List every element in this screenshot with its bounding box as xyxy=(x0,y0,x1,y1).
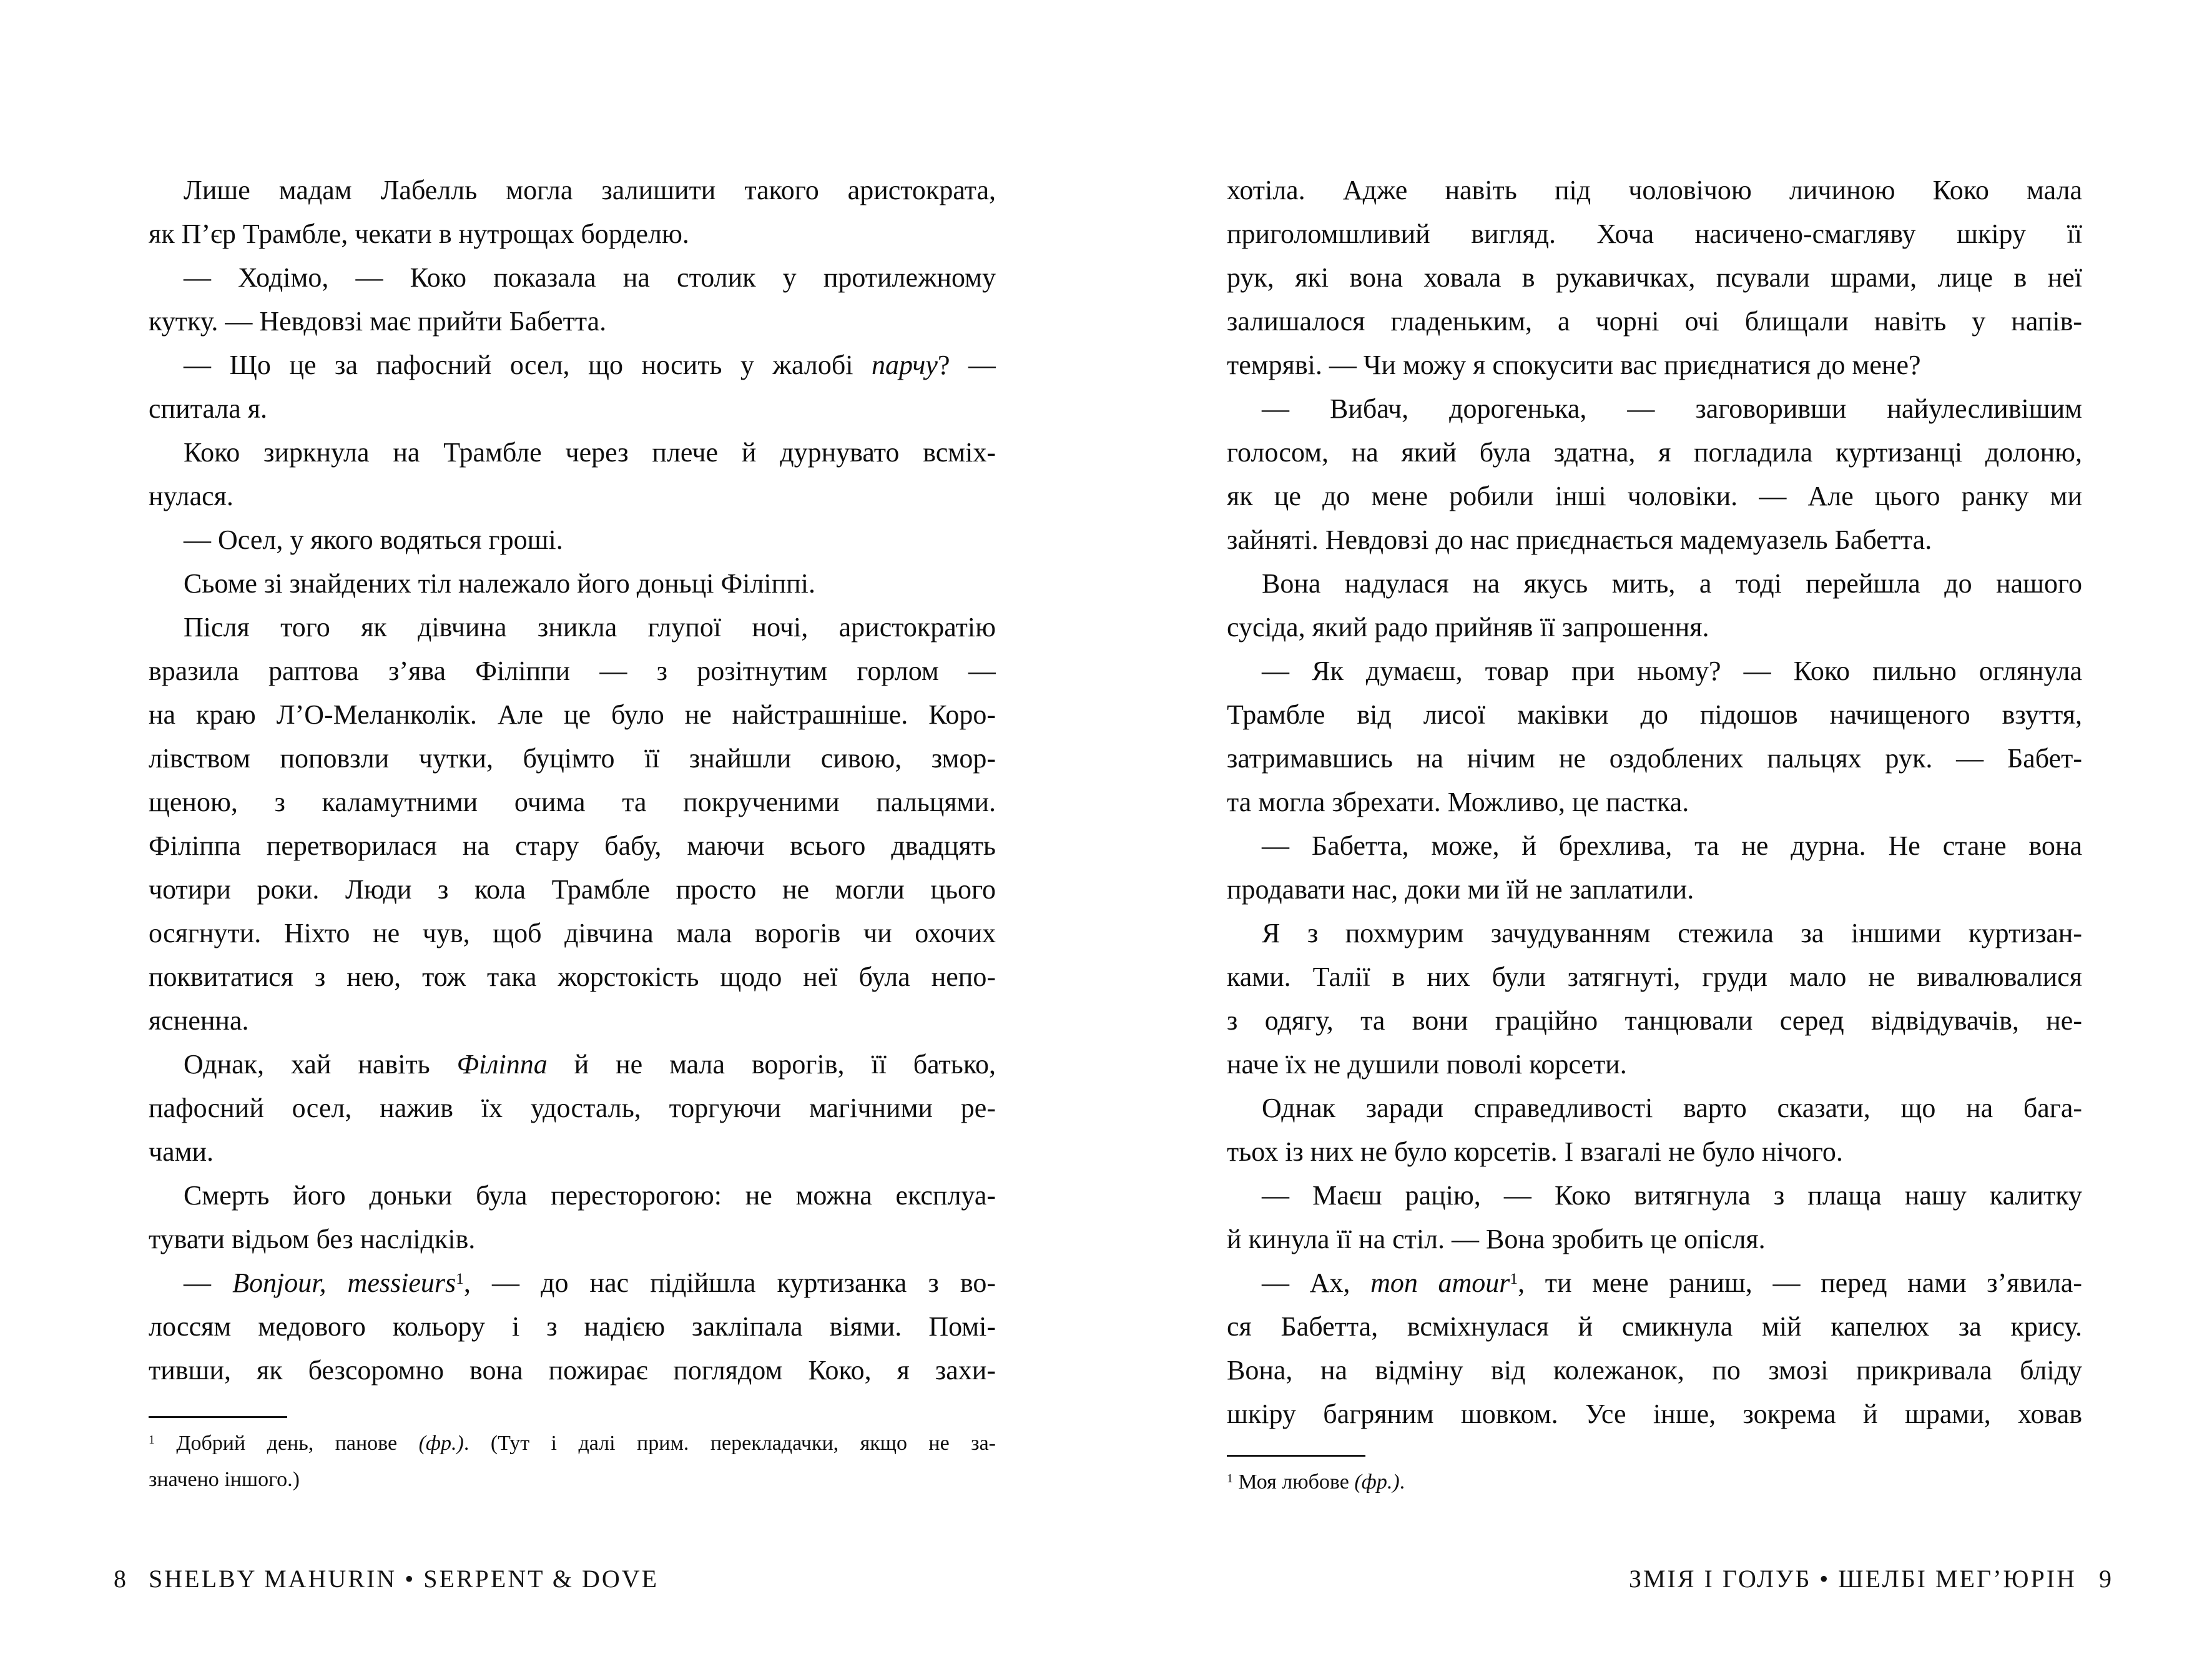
text-line: Вона, на відміну від колежанок, по змозі прикривала бліду xyxy=(1227,1355,2082,1386)
footnote-line: значено іншого.) xyxy=(149,1468,300,1491)
right-page-footer xyxy=(1629,1563,2111,1595)
text-line: хотіла. Адже навіть під чоловічою личиною Коко мала xyxy=(1227,175,2082,205)
text-line: Після того як дівчина зникла глупої ночі, аристократію xyxy=(184,612,996,642)
text-line: Однак, хай навіть Філіппа й не мала ворогів, її батько, xyxy=(184,1049,996,1080)
text-line: шкіру багряним шовком. Усе інше, зокрема й шрами, ховав xyxy=(1227,1399,2082,1429)
text-line: чотири роки. Люди з кола Трамбле просто не могли цього xyxy=(149,874,996,905)
text-line: та могла збрехати. Можливо, це пастка. xyxy=(1227,787,1689,817)
text-line: Філіппа перетворилася на стару бабу, маючи всього двадцять xyxy=(149,830,996,861)
text-line: на краю Л’О-Меланколік. Але це було не найстрашніше. Коро- xyxy=(149,699,996,730)
text-line: лівством поповзли чутки, буцімто її знайшли сивою, змор- xyxy=(149,743,996,774)
running-title: SHELBY MAHURIN • SERPENT & DOVE xyxy=(149,1565,659,1593)
text-line: лоссям медового кольору і з надією закліпала віями. Помі- xyxy=(149,1311,996,1342)
text-line: Коко зиркнула на Трамбле через плече й дурнувато всміх- xyxy=(184,437,996,468)
page-number: 8 xyxy=(114,1565,126,1593)
text-line: чами. xyxy=(149,1136,214,1167)
text-line: кутку. — Невдовзі має прийти Бабетта. xyxy=(149,306,607,337)
text-line: голосом, на який була здатна, я погладила куртизанці долоню, xyxy=(1227,437,2082,468)
text-line: й кинула її на стіл. — Вона зробить це опісля. xyxy=(1227,1224,1766,1254)
footnote-line: $^1$ Моя любове (фр.). xyxy=(1227,1470,1405,1494)
text-line: — Що це за пафосний осел, що носить у жалобі парчу? — xyxy=(184,350,996,380)
text-line: сусіда, який радо прийняв її запрошення. xyxy=(1227,612,1709,642)
text-line: — Ходімо, — Коко показала на столик у протилежному xyxy=(184,262,996,293)
text-line: Я з похмурим зачудуванням стежила за іншими куртизан- xyxy=(1262,918,2082,948)
text-line: Сьоме зі знайдених тіл належало його доньці Філіппі. xyxy=(184,568,815,599)
text-line: як П’єр Трамбле, чекати в нутрощах борделю. xyxy=(149,219,689,249)
text-line: зайняті. Невдовзі до нас приєднається мадемуазель Бабетта. xyxy=(1227,524,1932,555)
text-line: — Ах, mon amour$^1$, ти мене раниш, — перед нами з’явила- xyxy=(1262,1268,2082,1298)
text-line: спитала я. xyxy=(149,393,268,424)
text-line: наче їх не душили поволі корсети. xyxy=(1227,1049,1627,1080)
text-line: продавати нас, доки ми їй не заплатили. xyxy=(1227,874,1694,905)
text-line: тивши, як безсоромно вона пожирає поглядом Коко, я захи- xyxy=(149,1355,996,1386)
text-line: вразила раптова з’ява Філіппи — з розітнутим горлом — xyxy=(149,656,996,686)
text-line: тьох із них не було корсетів. І взагалі не було нічого. xyxy=(1227,1136,1843,1167)
text-line: ясненна. xyxy=(149,1005,249,1036)
footnote-rule xyxy=(149,1416,287,1418)
text-line: тувати відьом без наслідків. xyxy=(149,1224,476,1254)
text-line: як це до мене робили інші чоловіки. — Але цього ранку ми xyxy=(1227,481,2082,511)
text-line: — Bonjour, messieurs$^1$, — до нас підійшла куртизанка з во- xyxy=(184,1268,996,1298)
text-line: Лише мадам Лабелль могла залишити такого аристократа, xyxy=(184,175,996,205)
left-page-footer xyxy=(114,1563,659,1595)
text-line: Трамбле від лисої маківки до підошов начищеного взуття, xyxy=(1227,699,2082,730)
text-line: осягнути. Ніхто не чув, щоб дівчина мала ворогів чи охочих xyxy=(149,918,996,948)
text-line: пафосний осел, нажив їх удосталь, торгуючи магічними ре- xyxy=(149,1093,996,1123)
running-title: ЗМІЯ І ГОЛУБ • ШЕЛБІ МЕГ’ЮРІН xyxy=(1628,1565,2077,1593)
page-number: 9 xyxy=(2099,1565,2111,1593)
text-line: Смерть його доньки була пересторогою: не можна експлуа- xyxy=(184,1180,996,1211)
text-line: затримавшись на нічим не оздоблених пальцях рук. — Бабет- xyxy=(1227,743,2082,774)
text-line: — Вибач, дорогенька, — заговоривши найулесливішим xyxy=(1262,393,2082,424)
text-line: темряві. — Чи можу я спокусити вас приєднатися до мене? xyxy=(1227,350,1921,380)
text-line: нулася. xyxy=(149,481,233,511)
text-line: Вона надулася на якусь мить, а тоді перейшла до нашого xyxy=(1262,568,2082,599)
left-text-column xyxy=(149,169,996,1498)
footnote-rule xyxy=(1227,1455,1365,1457)
text-line: — Маєш рацію, — Коко витягнула з плаща нашу калитку xyxy=(1262,1180,2082,1211)
text-line: Однак заради справедливості варто сказати, що на бага- xyxy=(1262,1093,2082,1123)
text-line: приголомшливий вигляд. Хоча насичено-смагляву шкіру її xyxy=(1227,219,2082,249)
footnote-line: $^1$ Добрий день, панове (фр.). (Тут і далі прим. перекладачки, якщо не за- xyxy=(149,1432,996,1455)
text-line: поквитатися з нею, тож така жорстокість щодо неї була непо- xyxy=(149,962,996,992)
text-line: — Бабетта, може, й брехлива, та не дурна. Не стане вона xyxy=(1262,830,2082,861)
text-line: залишалося гладеньким, а чорні очі блищали навіть у напів- xyxy=(1227,306,2082,337)
right-text-column xyxy=(1227,169,2082,1500)
text-line: з одягу, та вони граційно танцювали серед відвідувачів, не- xyxy=(1227,1005,2082,1036)
text-line: щеною, з каламутними очима та покрученими пальцями. xyxy=(149,787,996,817)
text-line: — Як думаєш, товар при ньому? — Коко пильно оглянула xyxy=(1262,656,2082,686)
text-line: ся Бабетта, всміхнулася й смикнула мій капелюх за крису. xyxy=(1227,1311,2082,1342)
text-line: ками. Талії в них були затягнуті, груди мало не вивалювалися xyxy=(1227,962,2082,992)
text-line: рук, які вона ховала в рукавичках, псували шрами, лице в неї xyxy=(1227,262,2082,293)
text-line: — Осел, у якого водяться гроші. xyxy=(184,524,563,555)
